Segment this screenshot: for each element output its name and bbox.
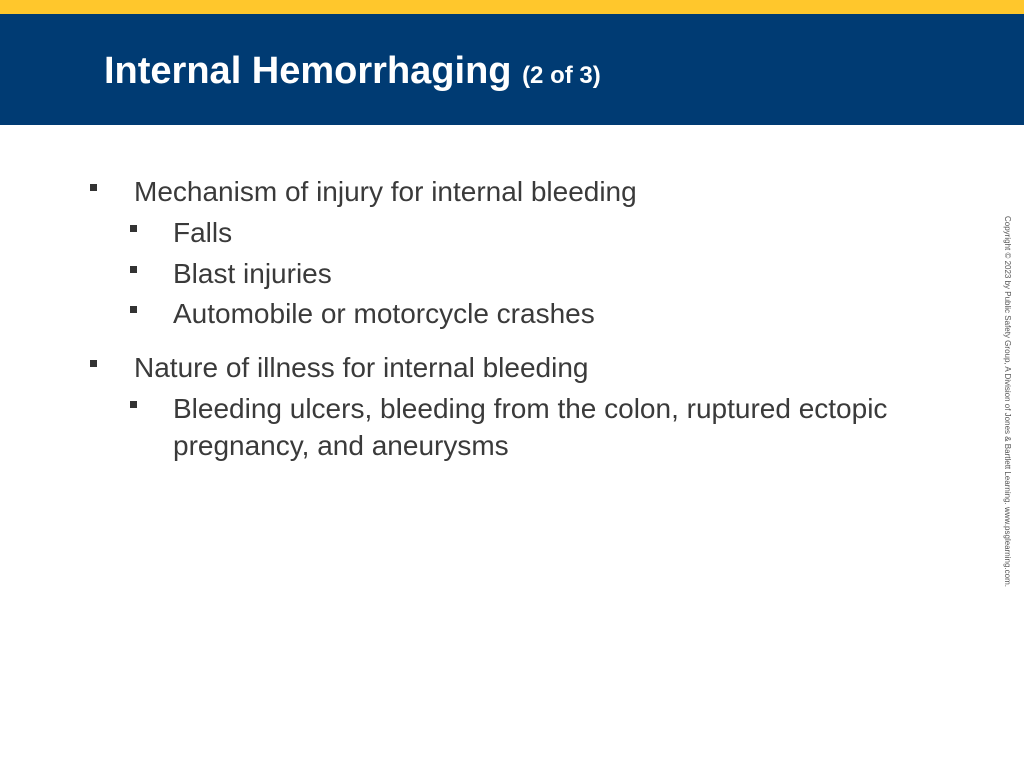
bullet-mechanism-of-injury: Mechanism of injury for internal bleeding <box>134 176 637 207</box>
sub-bullet-marker <box>130 225 137 232</box>
bullet-marker <box>90 360 97 367</box>
bullet-marker <box>90 184 97 191</box>
sub-bullet-marker <box>130 306 137 313</box>
sub-bullet-vehicle-crashes: Automobile or motorcycle crashes <box>173 298 595 329</box>
slide-title-suffix: (2 of 3) <box>522 62 601 89</box>
slide-title-main: Internal Hemorrhaging <box>104 50 512 92</box>
sub-bullet-marker <box>130 266 137 273</box>
sub-bullet-marker <box>130 401 137 408</box>
bullet-nature-of-illness: Nature of illness for internal bleeding <box>134 352 589 383</box>
sub-bullet-falls: Falls <box>173 217 233 248</box>
sub-bullet-blast-injuries: Blast injuries <box>173 258 332 289</box>
sub-bullet-illness-causes: Bleeding ulcers, bleeding from the colon, ruptured ectopic pregnancy, and aneurysms <box>173 393 888 461</box>
copyright-notice: Copyright © 2023 by Public Safety Group, A Division of Jones & Bartlett Learning. www.psglearning.com. <box>1003 216 1012 587</box>
